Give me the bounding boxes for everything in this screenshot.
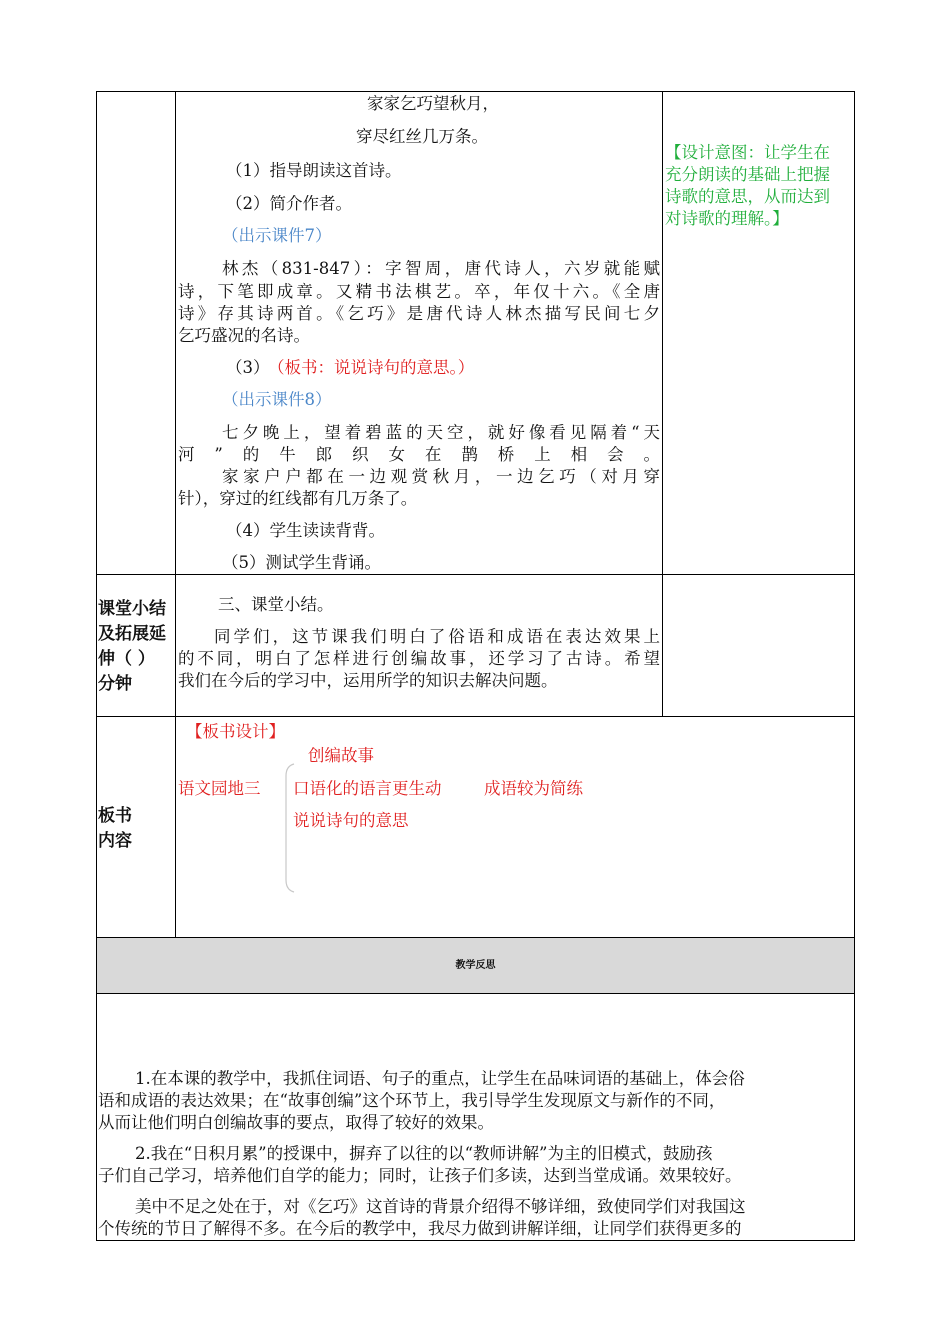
- design-intent-line-4: 对诗歌的理解。】: [665, 209, 789, 228]
- meaning-line-2: 河”的牛郎织女在鹊桥上相会。: [178, 445, 660, 464]
- reflection-p3-line-1: 美中不足之处在于，对《乞巧》这首诗的背景介绍得不够详细，致使同学们对我国这: [135, 1197, 746, 1216]
- design-intent-line-1: 【设计意图：让学生在: [665, 143, 830, 162]
- board-item-story: 创编故事: [308, 746, 374, 765]
- poem-line-4: 穿尽红丝几万条。: [356, 127, 488, 146]
- design-intent-line-2: 充分朗读的基础上把握: [665, 165, 830, 184]
- author-line-4: 乞巧盛况的名诗。: [178, 326, 310, 345]
- summary-heading: 三、课堂小结。: [218, 595, 334, 614]
- reflection-p1-line-2: 语和成语的表达效果；在“故事创编”这个环节上，我引导学生发现原文与新作的不同，: [98, 1091, 726, 1110]
- summary-line-1: 同学们，这节课我们明白了俗语和成语在表达效果上: [214, 627, 660, 646]
- show-slide-7: （出示课件7）: [222, 226, 332, 245]
- reflection-p2-line-2: 子们自己学习，培养他们自学的能力；同时，让孩子们多读，达到当堂成诵。效果较好。: [98, 1166, 742, 1185]
- step-4: （4）学生读读背背。: [226, 521, 385, 540]
- poem-line-3: 家家乞巧望秋月，: [367, 94, 499, 113]
- meaning-line-1: 七夕晚上，望着碧蓝的天空，就好像看见隔着“天: [222, 423, 660, 442]
- reflection-p1-line-1: 1.在本课的教学中，我抓住词语、句子的重点，让学生在品味词语的基础上，体会俗: [135, 1069, 745, 1088]
- step-1: （1）指导朗读这首诗。: [226, 161, 402, 180]
- author-line-2: 诗，下笔即成章。又精书法棋艺。卒，年仅十六。《全唐: [178, 282, 660, 301]
- show-slide-8: （出示课件8）: [222, 390, 332, 409]
- summary-label-line-2: 及拓展延: [98, 624, 166, 644]
- summary-line-3: 我们在今后的学习中，运用所学的知识去解决问题。: [178, 671, 558, 690]
- summary-line-2: 的不同，明白了怎样进行创编故事，还学习了古诗。希望: [178, 649, 660, 668]
- design-intent-line-3: 诗歌的意思，从而达到: [665, 187, 830, 206]
- board-root: 语文园地三: [178, 779, 261, 798]
- board-title: 【板书设计】: [186, 722, 285, 741]
- step-2: （2）简介作者。: [226, 194, 352, 213]
- author-line-1: 林杰（831-847）：字智周，唐代诗人，六岁就能赋: [222, 259, 660, 278]
- meaning-line-4: 针），穿过的红线都有几万条了。: [178, 489, 418, 508]
- reflection-title: 教学反思: [455, 960, 496, 971]
- board-label-line-2: 内容: [98, 831, 132, 851]
- step-3-prefix: （3）: [226, 358, 270, 377]
- step-5: （5）测试学生背诵。: [222, 553, 381, 572]
- board-item-poem: 说说诗句的意思: [293, 811, 409, 830]
- step-3-board: （板书：说说诗句的意思。）: [268, 358, 475, 377]
- board-label-line-1: 板书: [98, 806, 132, 826]
- reflection-p1-line-3: 从而让他们明白创编故事的要点，取得了较好的效果。: [98, 1113, 494, 1132]
- meaning-line-3: 家家户户都在一边观赏秋月，一边乞巧（对月穿: [222, 467, 660, 486]
- board-item-colloquial: 口语化的语言更生动: [293, 779, 442, 798]
- summary-label-line-1: 课堂小结: [98, 599, 166, 619]
- author-line-3: 诗》存其诗两首。《乞巧》是唐代诗人林杰描写民间七夕: [178, 304, 660, 323]
- board-item-idiom: 成语较为简练: [484, 779, 583, 798]
- reflection-p3-line-2: 个传统的节日了解得不多。在今后的教学中，我尽力做到讲解详细，让同学们获得更多的: [98, 1219, 742, 1238]
- summary-label-line-3: 伸（ ）: [98, 649, 155, 669]
- summary-label-line-4: 分钟: [98, 674, 132, 694]
- reflection-p2-line-1: 2.我在“日积月累”的授课中，摒弃了以往的以“教师讲解”为主的旧模式，鼓励孩: [135, 1144, 713, 1163]
